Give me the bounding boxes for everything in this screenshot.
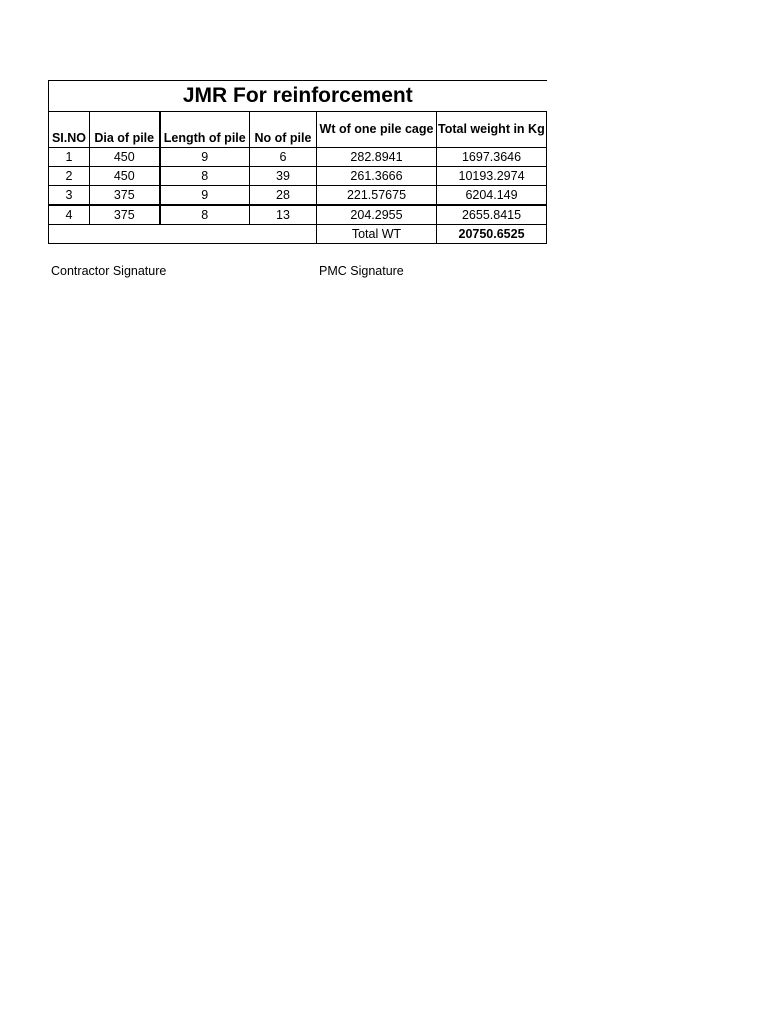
cell-wt-one: 221.57675	[317, 186, 437, 206]
cell-dia: 450	[90, 167, 160, 186]
cell-dia: 375	[90, 205, 160, 225]
cell-dia: 450	[90, 148, 160, 167]
cell-count: 39	[250, 167, 317, 186]
cell-count: 28	[250, 186, 317, 206]
table-row	[49, 186, 547, 206]
cell-sl-no: 2	[49, 167, 90, 186]
header-row	[49, 112, 547, 148]
contractor-signature-label: Contractor Signature	[51, 264, 167, 278]
cell-dia: 375	[90, 186, 160, 206]
total-row	[49, 225, 547, 244]
cell-count: 13	[250, 205, 317, 225]
cell-count: 6	[250, 148, 317, 167]
cell-total-weight: 1697.3646	[437, 148, 547, 167]
cell-wt-one: 261.3666	[317, 167, 437, 186]
header-dia-of-pile: Dia of pile	[90, 112, 160, 148]
cell-wt-one: 282.8941	[317, 148, 437, 167]
header-sl-no: SI.NO	[49, 112, 90, 148]
cell-length: 8	[160, 167, 250, 186]
cell-sl-no: 4	[49, 205, 90, 225]
pmc-signature-label: PMC Signature	[319, 264, 404, 278]
table-row	[49, 167, 547, 186]
table-title: JMR For reinforcement	[49, 81, 547, 112]
cell-total-weight: 2655.8415	[437, 205, 547, 225]
cell-length: 9	[160, 148, 250, 167]
table-row	[49, 148, 547, 167]
jmr-sheet	[48, 80, 548, 244]
cell-length: 9	[160, 186, 250, 206]
total-value: 20750.6525	[437, 225, 547, 244]
total-row-blank	[49, 225, 317, 244]
header-length-of-pile: Length of pile	[160, 112, 250, 148]
header-total-weight: Total weight in Kg	[437, 112, 547, 148]
header-no-of-pile: No of pile	[250, 112, 317, 148]
cell-total-weight: 10193.2974	[437, 167, 547, 186]
cell-length: 8	[160, 205, 250, 225]
total-label: Total WT	[317, 225, 437, 244]
cell-sl-no: 1	[49, 148, 90, 167]
header-wt-one-pile-cage: Wt of one pile cage	[317, 112, 437, 148]
cell-total-weight: 6204.149	[437, 186, 547, 206]
cell-wt-one: 204.2955	[317, 205, 437, 225]
cell-sl-no: 3	[49, 186, 90, 206]
table-row	[49, 205, 547, 225]
reinforcement-table	[48, 80, 547, 244]
